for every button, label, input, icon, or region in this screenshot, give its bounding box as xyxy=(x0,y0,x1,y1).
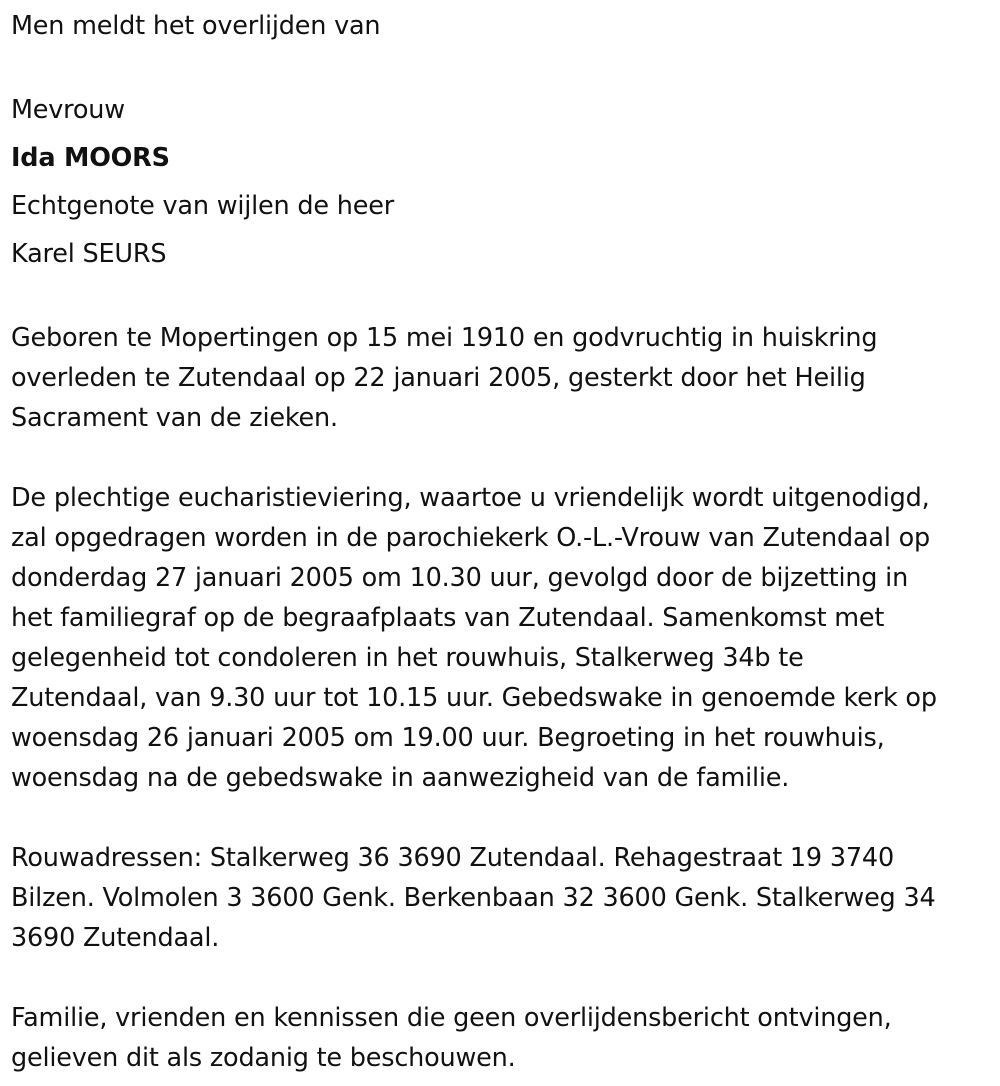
intro-line: Men meldt het overlijden van xyxy=(11,11,381,41)
closing-paragraph: Familie, vrienden en kennissen die geen overlijdensbericht ontvingen, gelieven dit als zodanig te beschouwen. xyxy=(11,1003,892,1073)
spouse-name: Karel SEURS xyxy=(11,239,167,269)
deceased-name: Ida MOORS xyxy=(11,143,170,173)
spacer xyxy=(11,958,991,998)
birth-death-paragraph: Geboren te Mopertingen op 15 mei 1910 en godvruchtig in huiskring overleden te Zutendaal op 22 januari 2005, gesterkt door het Heilig Sacrament van de zieken. xyxy=(11,323,878,433)
deceased-block xyxy=(11,86,991,278)
relation-line: Echtgenote van wijlen de heer xyxy=(11,191,394,221)
spacer xyxy=(11,278,991,318)
salutation: Mevrouw xyxy=(11,95,125,125)
addresses-paragraph: Rouwadressen: Stalkerweg 36 3690 Zutendaal. Rehagestraat 19 3740 Bilzen. Volmolen 3 3600 Genk. Berkenbaan 32 3600 Genk. Stalkerweg 34 3690 Zutendaal. xyxy=(11,843,936,953)
spacer xyxy=(11,438,991,478)
spacer xyxy=(11,798,991,838)
spacer xyxy=(11,46,991,86)
death-notice xyxy=(11,6,991,1078)
ceremony-paragraph: De plechtige eucharistieviering, waartoe u vriendelijk wordt uitgenodigd, zal opgedragen worden in de parochiekerk O.-L.-Vrouw van Zutendaal op donderdag 27 januari 2005 om 10.30 uur, gevolgd door de bijzetting in het familiegraf op de begraafplaats van Zutendaal. Samenkomst met gelegenheid tot condoleren in het rouwhuis, Stalkerweg 34b te Zutendaal, van 9.30 uur tot 10.15 uur. Gebedswake in genoemde kerk op woensdag 26 januari 2005 om 19.00 uur. Begroeting in het rouwhuis, woensdag na de gebedswake in aanwezigheid van de familie. xyxy=(11,483,937,793)
